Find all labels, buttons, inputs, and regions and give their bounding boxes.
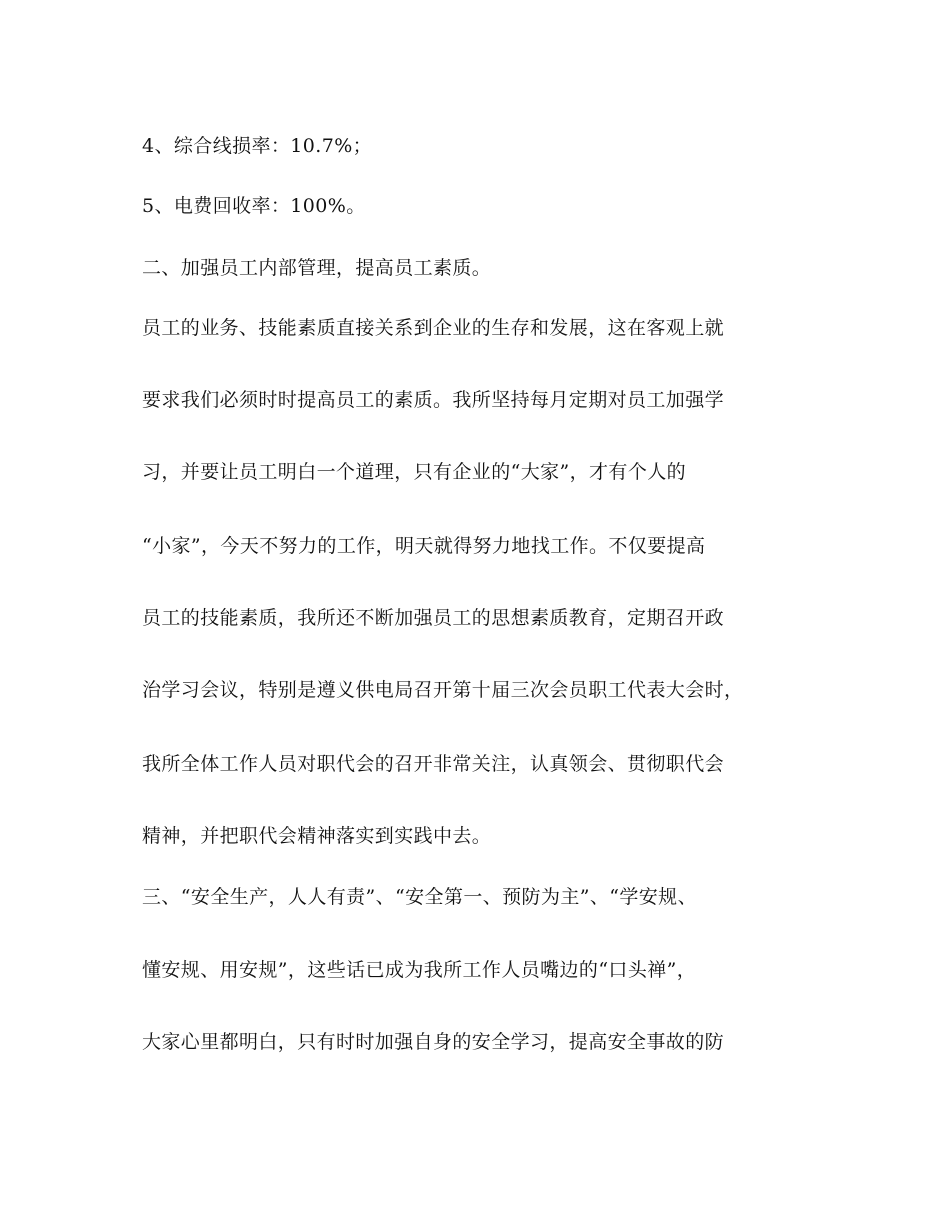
text-line: “小家”，今天不努力的工作，明天就得努力地找工作。不仅要提高 (142, 535, 706, 557)
text-line: 习，并要让员工明白一个道理，只有企业的“大家”，才有个人的 (142, 461, 687, 483)
text-line: 大家心里都明白，只有时时加强自身的安全学习，提高安全事故的防 (142, 1031, 725, 1053)
text-line: 4、综合线损率：10.7%； (142, 135, 373, 157)
section-heading: 三、“安全生产，人人有责”、“安全第一、预防为主”、“学安规、 (142, 886, 697, 908)
text-line: 精神，并把职代会精神落实到实践中去。 (142, 825, 492, 847)
text-line: 员工的技能素质，我所还不断加强员工的思想素质教育，定期召开政 (142, 607, 725, 629)
text-line: 我所全体工作人员对职代会的召开非常关注，认真领会、贯彻职代会 (142, 753, 725, 775)
text-line: 员工的业务、技能素质直接关系到企业的生存和发展，这在客观上就 (142, 317, 725, 339)
text-line: 5、电费回收率：100%。 (142, 195, 366, 217)
section-heading: 二、加强员工内部管理，提高员工素质。 (142, 257, 492, 279)
text-line: 治学习会议，特别是遵义供电局召开第十届三次会员职工代表大会时， (142, 679, 744, 701)
text-line: 要求我们必须时时提高员工的素质。我所坚持每月定期对员工加强学 (142, 389, 725, 411)
text-line: 懂安规、用安规”，这些话已成为我所工作人员嘴边的“口头禅”， (142, 959, 697, 981)
